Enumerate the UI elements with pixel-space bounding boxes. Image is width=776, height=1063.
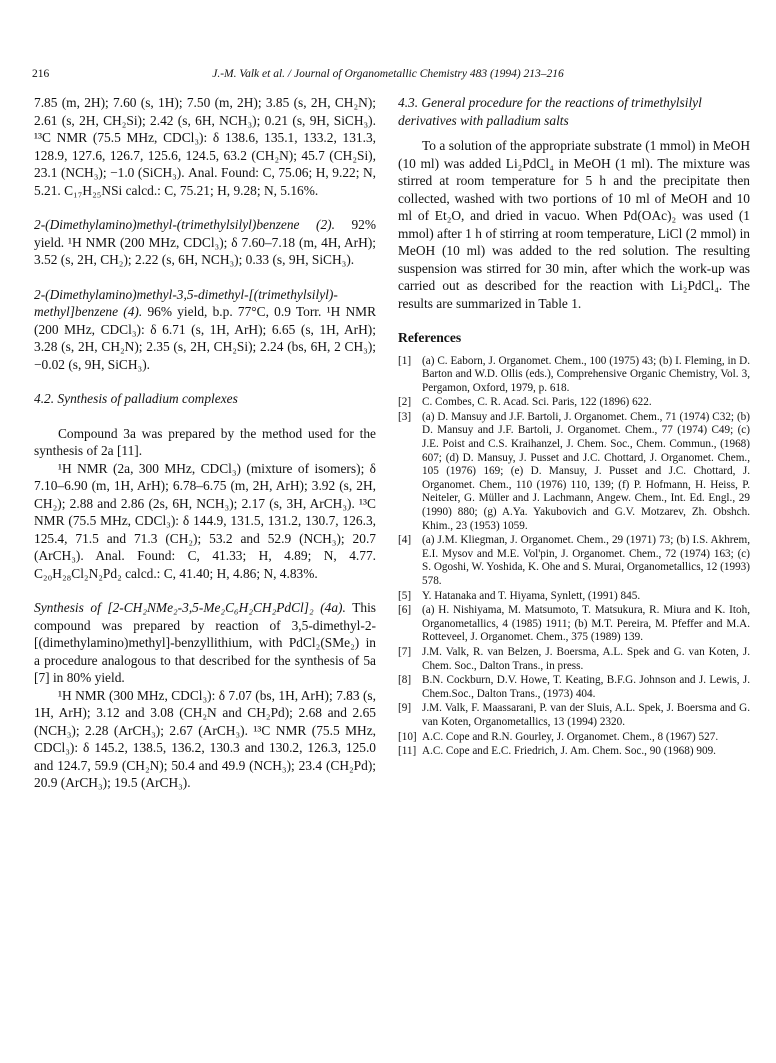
left-column (34, 94, 376, 792)
page-number: 216 (32, 68, 50, 80)
references-heading: References (398, 330, 462, 345)
reference-text: A.C. Cope and E.C. Friedrich, J. Am. Chem. Soc., 90 (1968) 909. (422, 745, 716, 758)
reference-item (398, 411, 750, 533)
compound-2-body: 92% yield. ¹H NMR (200 MHz, CDCl₃); δ 7.60–7.18 (m, 4H, ArH); 3.52 (s, 2H, CH₂); 2.22 (s, 6H, NCH₃); 0.33 (s, 9H, SiCH₃). (34, 217, 376, 267)
reference-number: [11] (398, 745, 417, 758)
paragraph-compound-data: 7.85 (m, 2H); 7.60 (s, 1H); 7.50 (m, 2H); 3.85 (s, 2H, CH₂N); 2.61 (s, 2H, CH₂Si); 2.42 (s, 6H, NCH₃); 0.21 (s, 9H, SiCH₃). ¹³C NMR (75.5 MHz, CDCl₃): δ 138.6, 135.1, 133.2, 131.3, 128.9, 127.6, 126.7, 125.6, 124.5, 63.2 (CH₂N); 45.7 (CH₂Si), 23.1 (NCH₃); −1.0 (SiCH₃). Anal. Found: C, 75.06; H, 9.22; N, 5.21. C₁₇H₂₅NSi calcd.: C, 75.21; H, 9.28; N, 5.16%. (34, 95, 376, 198)
running-header (20, 68, 756, 84)
section-heading-4-3: 4.3. General procedure for the reactions of trimethylsilyl derivatives with palladium salts (398, 95, 702, 128)
reference-number: [10] (398, 730, 417, 743)
paragraph-compound-4a (34, 599, 376, 687)
paragraph-compound-2 (34, 216, 376, 269)
paragraph-nmr-2a: ¹H NMR (2a, 300 MHz, CDCl₃) (mixture of isomers); δ 7.10–6.90 (m, 1H, ArH); 6.78–6.75 (m, 2H, ArH); 3.92 (s, 2H, CH₂); 2.88 and 2.86 (2s, 6H, NCH₃); 2.17 (s, 3H, ArCH₃). ¹³C NMR (75.5 MHz, CDCl₃): δ 144.9, 131.5, 131.2, 130.7, 126.3, 125.4, 71.5 and 71.3 (CH₂); 53.2 and 52.9 (NCH₃); 20.7 (ArCH₃). Anal. Found: C, 41.33; H, 4.89; N, 4.77. C₂₀H₂₈Cl₂N₂Pd₂ calcd.: C, 41.40; H, 4.86; N, 4.83%. (34, 460, 376, 581)
reference-item (398, 745, 750, 759)
reference-text: J.M. Valk, F. Maassarani, P. van der Sluis, A.L. Spek, J. Boersma and G. van Koten, Organometallics, 13 (1994) 2320. (422, 702, 750, 728)
reference-item (398, 355, 750, 396)
reference-item (398, 702, 750, 729)
paragraph-compound-3a: Compound 3a was prepared by the method used for the synthesis of 2a [11]. (34, 425, 376, 458)
compound-4-body: 96% yield, b.p. 77°C, 0.9 Torr. ¹H NMR (200 MHz, CDCl₃): δ 6.71 (s, 1H, ArH); 6.65 (s, 1H, ArH); 3.28 (s, 2H, CH₂N); 2.35 (s, 2H, CH₂Si); 2.24 (bs, 6H, 2 CH₃); −0.02 (s, 9H, SiCH₃). (34, 304, 377, 372)
reference-item (398, 590, 750, 604)
reference-number: [5] (398, 589, 412, 602)
paragraph-general-procedure: To a solution of the appropriate substrate (1 mmol) in MeOH (10 ml) was added Li₂PdCl₄ in MeOH (1 ml). The mixture was stirred at room temperature for 5 h and the precipitate then collected, washed with two portions of 10 ml of MeOH and 10 ml of Et₂O, and dried in vacuo. When Pd(OAc)₂ was used (1 mmol) after 1 h of stirring at room temperature, LiCl (2 mmol) in MeOH (10 ml) was added to the red solution. The resulting suspension was stirred for 30 min, after which the work-up was carried out as described for the reaction with Li₂PdCl₄. The results are summarized in Table 1. (398, 138, 750, 311)
reference-text: J.M. Valk, R. van Belzen, J. Boersma, A.L. Spek and G. van Koten, J. Chem. Soc., Dalton Trans., in press. (422, 645, 750, 672)
reference-text: (a) H. Nishiyama, M. Matsumoto, T. Matsukura, R. Miura and K. Itoh, Organometallics, 4 (1985) 1911; (b) M.T. Pereira, M. Pfeffer and M.A. Rotteveel, J. Organomet. Chem., 375 (1989) 139. (422, 604, 750, 644)
compound-4a-title: Synthesis of [2-CH₂NMe₂-3,5-Me₂C₆H₂CH₂PdCl]₂ (4a). (34, 600, 346, 615)
reference-text: Y. Hatanaka and T. Hiyama, Synlett, (1991) 845. (422, 589, 641, 602)
reference-text: (a) C. Eaborn, J. Organomet. Chem., 100 (1975) 43; (b) I. Fleming, in D. Barton and W.D. Ollis (eds.), Comprehensive Organic Chemistry, Vol. 3, Pergamon, Oxford, 1979, p. 618. (422, 354, 750, 394)
reference-number: [2] (398, 396, 412, 409)
compound-4-title: 2-(Dimethylamino)methyl-3,5-dimethyl-[(trimethylsilyl)-methyl]benzene (4). (34, 286, 338, 319)
reference-number: [4] (398, 534, 412, 547)
reference-item (398, 534, 750, 588)
section-heading-4-2: 4.2. Synthesis of palladium complexes (34, 391, 238, 406)
right-column (398, 94, 750, 760)
reference-item (398, 731, 750, 745)
reference-item (398, 646, 750, 673)
reference-item (398, 604, 750, 645)
reference-number: [7] (398, 645, 412, 658)
paragraph-nmr-4a: ¹H NMR (300 MHz, CDCl₃): δ 7.07 (bs, 1H, ArH); 7.83 (s, 1H, ArH); 3.12 and 3.08 (CH₂N and CH₂Pd); 2.68 and 2.65 (NCH₃); 2.28 (ArCH₃); 2.67 (ArCH₃). ¹³C NMR (75.5 MHz, CDCl₃): δ 145.2, 138.5, 136.2, 130.3 and 130.2, 126.3, 125.0 and 124.7, 59.9 (CH₂N); 50.4 and 49.9 (NCH₃); 23.4 (CH₂Pd); 20.9 (ArCH₃); 19.5 (ArCH₃). (34, 687, 376, 790)
reference-number: [8] (398, 674, 412, 687)
references-list (398, 355, 750, 759)
reference-text: B.N. Cockburn, D.V. Howe, T. Keating, B.F.G. Johnson and J. Lewis, J. Chem.Soc., Dalton Trans., (1973) 404. (422, 674, 750, 700)
compound-2-title: 2-(Dimethylamino)methyl-(trimethylsilyl)benzene (2). (34, 217, 335, 232)
reference-item (398, 674, 750, 701)
reference-text: (a) D. Mansuy and J.F. Bartoli, J. Organomet. Chem., 71 (1974) C32; (b) D. Mansuy and J.F. Bartoli, J. Organomet. Chem., 77 (1974) C49; (c) J.E. Poist and C.S. Kraihanzel, J. Chem. Soc., Chem. Commun., (1968) 607; (d) D. Mansuy, J. Pusset and J.C. Chottard, J. Organomet. Chem., 105 (1976) 169; (e) D. Mansuy, J. Pusset and J.C. Chottard, J. Organomet. Chem., 110 (1976) 110, 139; (f) P. Hofmann, H. Heiss, P. Neiteler, G. Müller and J. Lachmann, Angew. Chem., Int. Ed. Engl., 29 (1990) 880; (g) A.Ya. Yakubovich and G.V. Motzarev, Zh. Obshch. Khim., 23 (1953) 1059. (422, 410, 750, 532)
reference-number: [6] (398, 604, 412, 617)
compound-4a-body: This compound was prepared by reaction of 3,5-dimethyl-2-[(dimethylamino)methyl]-benzyllithium, with PdCl₂(SMe₂) in a procedure analogous to that described for the synthesis of 5a [7] in 80% yield. (34, 600, 376, 685)
reference-text: (a) J.M. Kliegman, J. Organomet. Chem., 29 (1971) 73; (b) I.S. Akhrem, E.I. Mysov and M.E. Vol'pin, J. Organomet. Chem., 72 (1974) 163; (c) S. Ogoshi, W. Yoshida, K. Ohe and S. Murai, Organometallics, 12 (1993) 578. (422, 534, 750, 587)
paragraph-compound-4 (34, 286, 376, 374)
reference-text: C. Combes, C. R. Acad. Sci. Paris, 122 (1896) 622. (422, 396, 652, 409)
reference-text: A.C. Cope and R.N. Gourley, J. Organomet. Chem., 8 (1967) 527. (422, 730, 719, 743)
journal-citation: J.-M. Valk et al. / Journal of Organometallic Chemistry 483 (1994) 213–216 (212, 68, 564, 80)
reference-number: [9] (398, 702, 412, 715)
reference-number: [1] (398, 354, 412, 367)
reference-item (398, 396, 750, 410)
reference-number: [3] (398, 410, 412, 423)
